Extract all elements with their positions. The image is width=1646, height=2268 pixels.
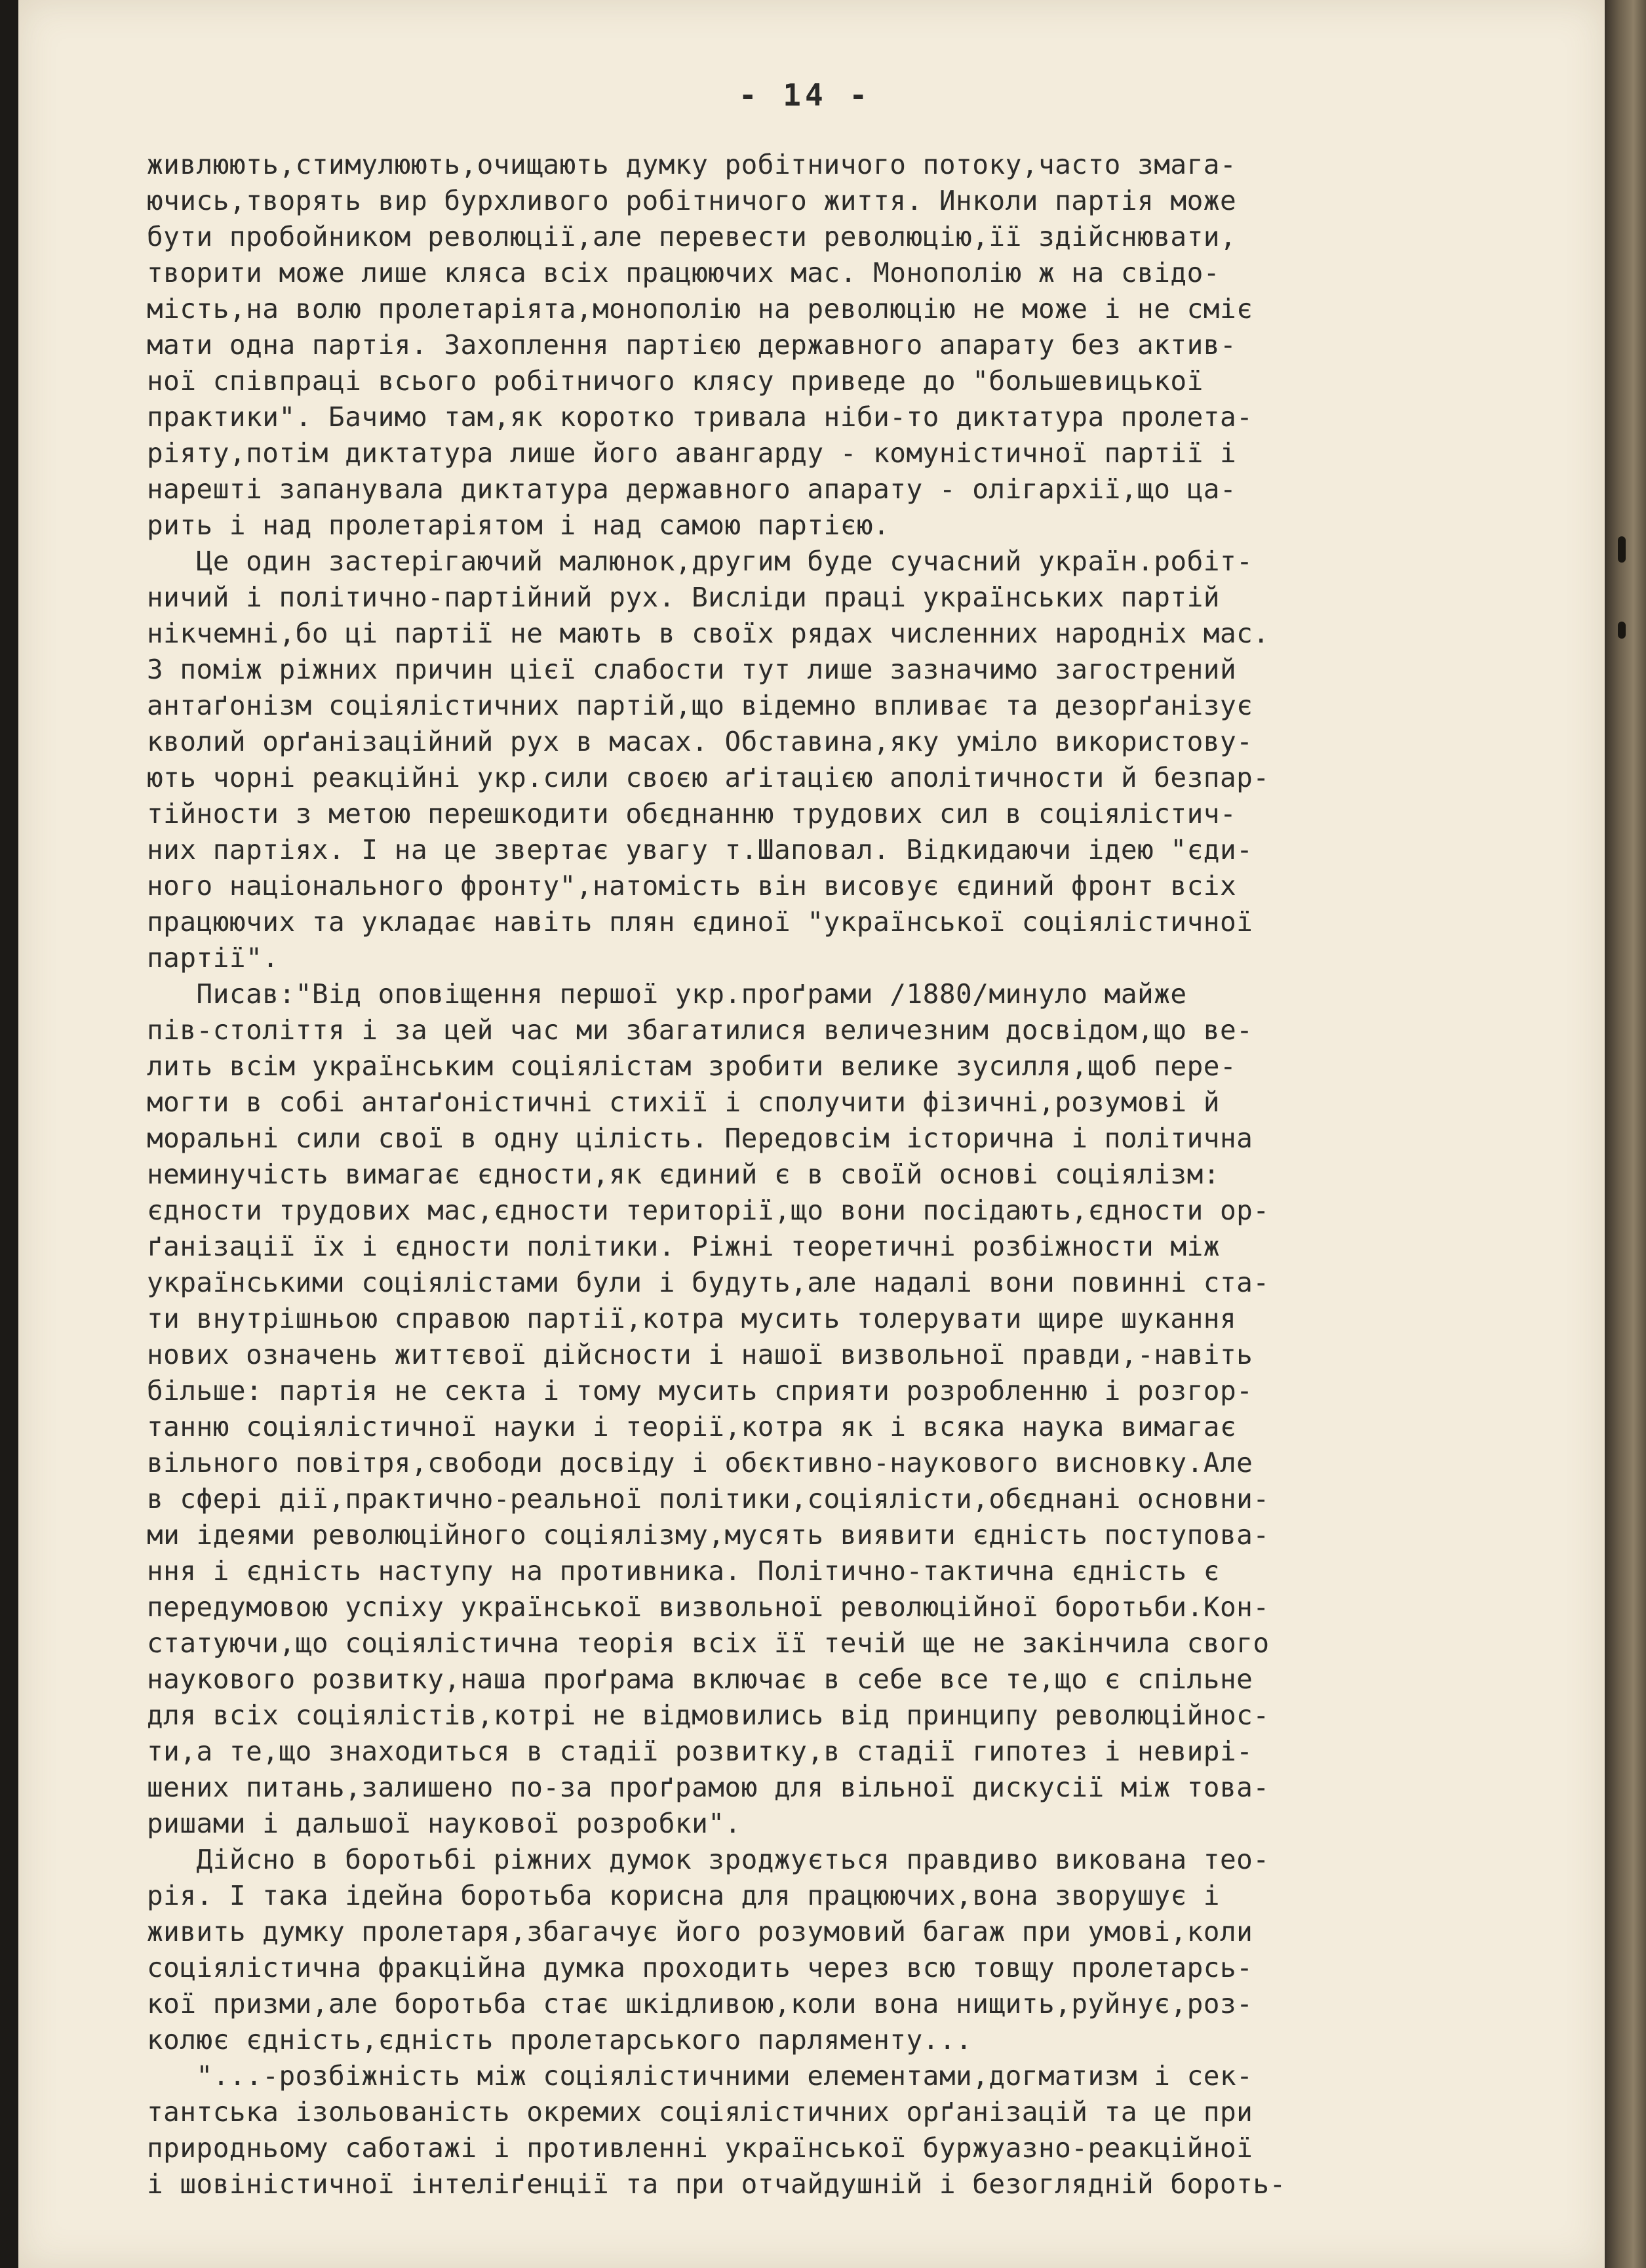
text-line: них партіях. І на це звертає увагу т.Шаповал. Відкидаючи ідею "єди- <box>147 834 1253 865</box>
text-line: ної співпраці всього робітничого клясу приведе до "большевицької <box>147 365 1204 397</box>
text-line: статуючи,що соціялістична теорія всіх її течій ще не закінчила свого <box>147 1627 1270 1659</box>
text-line: ння і єдність наступу на противника. Політично-тактична єдність є <box>147 1555 1220 1587</box>
text-line: мати одна партія. Захоплення партією державного апарату без актив- <box>147 329 1237 361</box>
text-line: соціялістична фракційна думка проходить через всю товщу пролетарсь- <box>147 1952 1253 1983</box>
text-line: в сфері дії,практично-реальної політики,соціялісти,обєднані основни- <box>147 1483 1270 1515</box>
text-line: творити може лише кляса всіх працюючих мас. Монополію ж на свідо- <box>147 257 1220 288</box>
paragraph-start-line: "...-розбіжність між соціялістичними елементами,догматизм і сек- <box>147 2060 1253 2092</box>
text-line: моральні сили свої в одну цілість. Передовсім історична і політична <box>147 1123 1253 1154</box>
text-line: рить і над пролетаріятом і над самою партією. <box>147 509 890 541</box>
text-line: рія. І така ідейна боротьба корисна для працюючих,вона зворушує і <box>147 1880 1220 1911</box>
margin-ink-mark <box>1618 536 1626 563</box>
text-line: тійности з метою перешкодити обєднанню трудових сил в соціялістич- <box>147 798 1237 829</box>
text-line: живлюють,стимулюють,очищають думку робітничого потоку,часто змага- <box>147 149 1237 180</box>
text-line: кої призми,але боротьба стає шкідливою,коли вона нищить,руйнує,роз- <box>147 1988 1253 2019</box>
text-line: нарешті запанувала диктатура державного апарату - олігархії,що ца- <box>147 473 1237 505</box>
text-line: ріяту,потім диктатура лише його авангарду - комуністичної партії і <box>147 437 1237 469</box>
text-line: ґанізації їх і єдности політики. Ріжні теоретичні розбіжности між <box>147 1231 1220 1262</box>
text-line: тантська ізольованість окремих соціялістичних орґанізацій та це при <box>147 2096 1253 2128</box>
text-line: танню соціялістичної науки і теорії,котра як і всяка наука вимагає <box>147 1411 1237 1442</box>
paragraph-start-line: Писав:"Від оповіщення першої укр.проґрами /1880/минуло майже <box>147 978 1187 1010</box>
typewritten-text-body <box>147 147 1510 2202</box>
text-line: передумовою успіху української визвольної революційної боротьби.Кон- <box>147 1591 1270 1623</box>
text-line: шених питань,залишено по-за проґрамою для вільної дискусії між това- <box>147 1772 1270 1803</box>
text-line: більше: партія не секта і тому мусить сприяти розробленню і розгор- <box>147 1375 1253 1406</box>
text-line: єдности трудових мас,єдности території,що вони посідають,єдности ор- <box>147 1195 1270 1226</box>
page-edge-shadow <box>1605 0 1646 2268</box>
text-line: ного національного фронту",натомість він висовує єдиний фронт всіх <box>147 870 1237 902</box>
text-line: практики". Бачимо там,як коротко тривала ніби-то диктатура пролета- <box>147 401 1253 433</box>
text-line: ти,а те,що знаходиться в стадії розвитку,в стадії гипотез і невирі- <box>147 1736 1253 1767</box>
text-line: мість,на волю пролетаріята,монополію на революцію не може і не сміє <box>147 293 1253 325</box>
text-line: ють чорні реакційні укр.сили своєю аґітацією аполітичности й безпар- <box>147 762 1270 793</box>
text-line: кволий орґанізаційний рух в масах. Обставина,яку уміло використову- <box>147 726 1253 757</box>
text-line: лить всім українським соціялістам зробити велике зусилля,щоб пере- <box>147 1050 1237 1082</box>
text-line: ришами і дальшої наукової розробки". <box>147 1808 741 1839</box>
text-line: українськими соціялістами були і будуть,але надалі вони повинні ста- <box>147 1267 1270 1298</box>
paragraph-start-line: Дійсно в боротьбі ріжних думок зроджується правдиво викована тео- <box>147 1844 1270 1875</box>
text-line: ти внутрішньою справою партії,котра мусить толерувати щире шукання <box>147 1303 1237 1334</box>
text-line: З поміж ріжних причин цієї слабости тут лише зазначимо загострений <box>147 654 1237 685</box>
text-line: антаґонізм соціялістичних партій,що відемно впливає та дезорґанізує <box>147 690 1253 721</box>
text-line: ничий і політично-партійний рух. Висліди праці українських партій <box>147 582 1220 613</box>
text-line: нових означень життєвої дійсности і нашої визвольної правди,-навіть <box>147 1339 1253 1370</box>
text-line: для всіх соціялістів,котрі не відмовились від принципу революційнос- <box>147 1700 1270 1731</box>
margin-ink-mark <box>1618 622 1626 639</box>
text-line: працюючих та укладає навіть плян єдиної "української соціялістичної <box>147 906 1253 938</box>
text-line: могти в собі антаґоністичні стихії і сполучити фізичні,розумові й <box>147 1086 1220 1118</box>
text-line: партії". <box>147 942 279 974</box>
page-number: - 14 - <box>738 77 872 113</box>
text-line: ючись,творять вир бурхливого робітничого життя. Инколи партія може <box>147 185 1237 216</box>
text-line: нікчемні,бо ці партії не мають в своїх рядах численних народніх мас. <box>147 618 1270 649</box>
text-line: і шовіністичної інтеліґенції та при отчайдушній і безоглядній бороть- <box>147 2168 1286 2200</box>
text-line: живить думку пролетаря,збагачує його розумовий багаж при умові,коли <box>147 1916 1253 1947</box>
text-line: природньому саботажі і противленні української буржуазно-реакційної <box>147 2132 1253 2164</box>
text-line: колює єдність,єдність пролетарського парляменту... <box>147 2024 973 2056</box>
text-line: пів-століття і за цей час ми збагатилися величезним досвідом,що ве- <box>147 1014 1253 1046</box>
text-line: неминучість вимагає єдности,як єдиний є в своїй основі соціялізм: <box>147 1159 1220 1190</box>
text-line: бути пробойником революції,але перевести революцію,її здійснювати, <box>147 221 1237 252</box>
paragraph-start-line: Це один застерігаючий малюнок,другим буде сучасний україн.робіт- <box>147 546 1253 577</box>
text-line: ми ідеями революційного соціялізму,мусять виявити єдність поступова- <box>147 1519 1270 1551</box>
text-line: вільного повітря,свободи досвіду і обєктивно-наукового висновку.Але <box>147 1447 1253 1479</box>
text-line: наукового розвитку,наша проґрама включає в себе все те,що є спільне <box>147 1663 1253 1695</box>
document-page <box>18 0 1605 2268</box>
